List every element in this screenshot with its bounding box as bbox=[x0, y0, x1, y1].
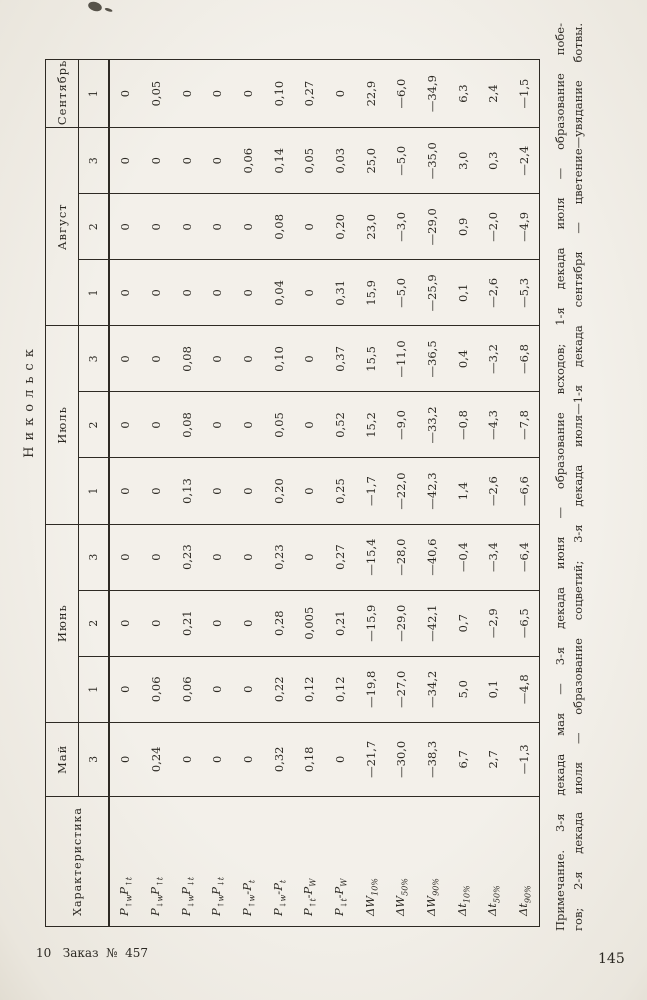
value-cell: 0 bbox=[171, 60, 202, 128]
decade-header: 1 bbox=[79, 656, 110, 722]
value-cell: —7,8 bbox=[509, 392, 540, 458]
row-label: $P_{↑w}P_{↓t}$ bbox=[209, 877, 226, 916]
value-cell: —4,8 bbox=[509, 656, 540, 722]
value-cell: 0,06 bbox=[141, 656, 172, 722]
value-cell: 0 bbox=[202, 128, 233, 194]
value-cell: 0 bbox=[233, 260, 264, 326]
month-header-august: Август bbox=[46, 128, 79, 326]
value-cell: 0,21 bbox=[171, 590, 202, 656]
value-cell: —9,0 bbox=[386, 392, 417, 458]
row-label: $P_{↓w}-P_t$ bbox=[270, 879, 287, 916]
table-row bbox=[294, 60, 325, 927]
value-cell: 0,4 bbox=[447, 326, 478, 392]
value-cell: 0,08 bbox=[263, 194, 294, 260]
value-cell: —36,5 bbox=[417, 326, 448, 392]
value-cell: 0 bbox=[109, 722, 141, 796]
value-cell: —34,9 bbox=[417, 60, 448, 128]
value-cell: 0 bbox=[233, 590, 264, 656]
decade-header: 3 bbox=[79, 128, 110, 194]
decade-header: 1 bbox=[79, 60, 110, 128]
value-cell: 23,0 bbox=[355, 194, 386, 260]
value-cell: 0 bbox=[171, 260, 202, 326]
value-cell: 0 bbox=[233, 524, 264, 590]
value-cell: 0,7 bbox=[447, 590, 478, 656]
decade-header: 3 bbox=[79, 722, 110, 796]
value-cell: 0 bbox=[202, 260, 233, 326]
value-cell: 0,14 bbox=[263, 128, 294, 194]
value-cell: —38,3 bbox=[417, 722, 448, 796]
value-cell: 0 bbox=[141, 590, 172, 656]
value-cell: 0,12 bbox=[294, 656, 325, 722]
decade-header: 1 bbox=[79, 260, 110, 326]
value-cell: 3,0 bbox=[447, 128, 478, 194]
value-cell: 0,52 bbox=[325, 392, 356, 458]
row-label: $\Delta W_{50\%}$ bbox=[393, 878, 410, 916]
month-header-row bbox=[46, 60, 79, 927]
value-cell: —5,0 bbox=[386, 260, 417, 326]
value-cell: —40,6 bbox=[417, 524, 448, 590]
month-header-may: Май bbox=[46, 722, 79, 796]
value-cell: 0 bbox=[233, 60, 264, 128]
value-cell: —15,4 bbox=[355, 524, 386, 590]
value-cell: 0,24 bbox=[141, 722, 172, 796]
value-cell: 0 bbox=[233, 194, 264, 260]
value-cell: 0,05 bbox=[141, 60, 172, 128]
value-cell: 0 bbox=[202, 656, 233, 722]
table-row bbox=[109, 60, 141, 927]
value-cell: 0 bbox=[325, 722, 356, 796]
value-cell: —35,0 bbox=[417, 128, 448, 194]
value-cell: 0 bbox=[109, 128, 141, 194]
value-cell: 2,7 bbox=[478, 722, 509, 796]
value-cell: 0 bbox=[109, 458, 141, 524]
value-cell: —4,9 bbox=[509, 194, 540, 260]
decade-header: 2 bbox=[79, 392, 110, 458]
value-cell: 0,20 bbox=[325, 194, 356, 260]
value-cell: 0,03 bbox=[325, 128, 356, 194]
value-cell: 0,1 bbox=[478, 656, 509, 722]
value-cell: 0,06 bbox=[233, 128, 264, 194]
row-label: $P_{↑w}-P_t$ bbox=[239, 879, 257, 916]
value-cell: 0 bbox=[141, 260, 172, 326]
value-cell: 0,10 bbox=[263, 326, 294, 392]
value-cell: —34,2 bbox=[417, 656, 448, 722]
value-cell: —1,7 bbox=[355, 458, 386, 524]
value-cell: 0 bbox=[202, 60, 233, 128]
value-cell: 0 bbox=[141, 326, 172, 392]
value-cell: —1,3 bbox=[509, 722, 540, 796]
value-cell: 0 bbox=[141, 392, 172, 458]
table-row bbox=[233, 60, 264, 927]
value-cell: 25,0 bbox=[355, 128, 386, 194]
table-row bbox=[263, 60, 294, 927]
table-row bbox=[325, 60, 356, 927]
value-cell: 0,005 bbox=[294, 590, 325, 656]
footnote-line-2: гов; 2-я декада июля — образование соцветий; 3-я декада июля—1-я декада сентября — цветение—увядание ботвы. bbox=[571, 23, 586, 931]
value-cell: —11,0 bbox=[386, 326, 417, 392]
value-cell: —2,6 bbox=[478, 260, 509, 326]
value-cell: —3,4 bbox=[478, 524, 509, 590]
value-cell: 0 bbox=[171, 194, 202, 260]
value-cell: 0,05 bbox=[294, 128, 325, 194]
value-cell: —29,0 bbox=[386, 590, 417, 656]
value-cell: 0 bbox=[141, 524, 172, 590]
value-cell: 15,2 bbox=[355, 392, 386, 458]
value-cell: 0 bbox=[109, 524, 141, 590]
value-cell: —25,9 bbox=[417, 260, 448, 326]
decade-header: 1 bbox=[79, 458, 110, 524]
value-cell: —19,8 bbox=[355, 656, 386, 722]
value-cell: 0,22 bbox=[263, 656, 294, 722]
value-cell: 0,08 bbox=[171, 326, 202, 392]
table-row bbox=[509, 60, 540, 927]
value-cell: 1,4 bbox=[447, 458, 478, 524]
value-cell: 0 bbox=[109, 194, 141, 260]
value-cell: 0,20 bbox=[263, 458, 294, 524]
value-cell: 0 bbox=[233, 392, 264, 458]
data-table bbox=[45, 59, 540, 927]
page-title: Никольск bbox=[22, 343, 37, 458]
value-cell: 22,9 bbox=[355, 60, 386, 128]
value-cell: —27,0 bbox=[386, 656, 417, 722]
value-cell: —42,1 bbox=[417, 590, 448, 656]
value-cell: 0 bbox=[325, 60, 356, 128]
row-label: $P_{↓t}-P_W$ bbox=[331, 878, 349, 916]
value-cell: 0,1 bbox=[447, 260, 478, 326]
value-cell: —5,3 bbox=[509, 260, 540, 326]
rotated-table-block bbox=[20, 8, 635, 943]
value-cell: 0 bbox=[202, 458, 233, 524]
value-cell: 0 bbox=[202, 722, 233, 796]
value-cell: 0,37 bbox=[325, 326, 356, 392]
characteristic-header: Характеристика bbox=[46, 796, 110, 926]
decade-header: 3 bbox=[79, 326, 110, 392]
value-cell: 0,27 bbox=[294, 60, 325, 128]
row-label: $P_{↑w}P_{↑t}$ bbox=[117, 877, 134, 916]
decade-header: 3 bbox=[79, 524, 110, 590]
value-cell: 0 bbox=[109, 392, 141, 458]
table-row bbox=[171, 60, 202, 927]
value-cell: 0 bbox=[109, 590, 141, 656]
value-cell: 0 bbox=[294, 392, 325, 458]
month-header-september: Сентябрь bbox=[46, 60, 79, 128]
value-cell: —0,8 bbox=[447, 392, 478, 458]
value-cell: —3,0 bbox=[386, 194, 417, 260]
value-cell: —6,8 bbox=[509, 326, 540, 392]
value-cell: 0,23 bbox=[171, 524, 202, 590]
value-cell: 0,08 bbox=[171, 392, 202, 458]
row-label: $\Delta W_{90\%}$ bbox=[423, 878, 441, 916]
value-cell: 0 bbox=[233, 326, 264, 392]
value-cell: 0,06 bbox=[171, 656, 202, 722]
value-cell: 0,04 bbox=[263, 260, 294, 326]
value-cell: 0 bbox=[294, 194, 325, 260]
value-cell: 0 bbox=[109, 326, 141, 392]
value-cell: —30,0 bbox=[386, 722, 417, 796]
value-cell: —2,4 bbox=[509, 128, 540, 194]
row-label: $\Delta t_{50\%}$ bbox=[485, 885, 502, 916]
footnote-line-1: Примечание. 3-я декада мая — 3-я декада июня — образование всходов; 1-я декада июля — образование побе- bbox=[553, 23, 568, 931]
row-label: $P_{↑t}-P_W$ bbox=[301, 878, 318, 916]
row-label: $\Delta t_{90\%}$ bbox=[515, 885, 533, 916]
value-cell: 0,21 bbox=[325, 590, 356, 656]
value-cell: 0 bbox=[233, 656, 264, 722]
footnote bbox=[552, 23, 588, 931]
value-cell: 0,3 bbox=[478, 128, 509, 194]
value-cell: 0 bbox=[171, 128, 202, 194]
value-cell: 0 bbox=[202, 524, 233, 590]
value-cell: —2,9 bbox=[478, 590, 509, 656]
value-cell: —2,6 bbox=[478, 458, 509, 524]
value-cell: 0 bbox=[109, 656, 141, 722]
value-cell: 5,0 bbox=[447, 656, 478, 722]
printer-mark: 10 Заказ № 457 bbox=[36, 946, 149, 960]
value-cell: —1,5 bbox=[509, 60, 540, 128]
value-cell: —33,2 bbox=[417, 392, 448, 458]
decade-header: 2 bbox=[79, 590, 110, 656]
month-header-july: Июль bbox=[46, 326, 79, 524]
value-cell: 0,23 bbox=[263, 524, 294, 590]
value-cell: —28,0 bbox=[386, 524, 417, 590]
value-cell: —21,7 bbox=[355, 722, 386, 796]
value-cell: —15,9 bbox=[355, 590, 386, 656]
value-cell: 0 bbox=[202, 590, 233, 656]
value-cell: —29,0 bbox=[417, 194, 448, 260]
value-cell: 0 bbox=[109, 60, 141, 128]
value-cell: 0 bbox=[141, 128, 172, 194]
table-row bbox=[386, 60, 417, 927]
value-cell: 0 bbox=[171, 722, 202, 796]
value-cell: —4,3 bbox=[478, 392, 509, 458]
value-cell: —42,3 bbox=[417, 458, 448, 524]
row-label: $\Delta t_{10\%}$ bbox=[454, 885, 471, 916]
value-cell: 0,25 bbox=[325, 458, 356, 524]
value-cell: 0 bbox=[141, 194, 172, 260]
decade-header: 2 bbox=[79, 194, 110, 260]
table-row bbox=[202, 60, 233, 927]
row-label: $P_{↓w}P_{↓t}$ bbox=[178, 877, 195, 916]
value-cell: 0 bbox=[233, 458, 264, 524]
value-cell: 0,27 bbox=[325, 524, 356, 590]
value-cell: —0,4 bbox=[447, 524, 478, 590]
row-label: $P_{↓w}P_{↑t}$ bbox=[147, 877, 165, 916]
value-cell: 0,13 bbox=[171, 458, 202, 524]
table-row bbox=[141, 60, 172, 927]
value-cell: —6,5 bbox=[509, 590, 540, 656]
value-cell: 0 bbox=[202, 392, 233, 458]
value-cell: —6,4 bbox=[509, 524, 540, 590]
value-cell: 15,9 bbox=[355, 260, 386, 326]
value-cell: 6,3 bbox=[447, 60, 478, 128]
value-cell: 0,28 bbox=[263, 590, 294, 656]
value-cell: 0 bbox=[233, 722, 264, 796]
table-row bbox=[478, 60, 509, 927]
value-cell: 0 bbox=[109, 260, 141, 326]
value-cell: —6,6 bbox=[509, 458, 540, 524]
value-cell: —2,0 bbox=[478, 194, 509, 260]
value-cell: 6,7 bbox=[447, 722, 478, 796]
value-cell: 0,32 bbox=[263, 722, 294, 796]
value-cell: 0,05 bbox=[263, 392, 294, 458]
value-cell: 0 bbox=[202, 194, 233, 260]
value-cell: 0 bbox=[202, 326, 233, 392]
table-body bbox=[109, 60, 540, 927]
table-row bbox=[417, 60, 448, 927]
table-row bbox=[447, 60, 478, 927]
value-cell: 0 bbox=[294, 458, 325, 524]
value-cell: 0 bbox=[141, 458, 172, 524]
value-cell: 0,18 bbox=[294, 722, 325, 796]
table-row bbox=[355, 60, 386, 927]
value-cell: 0,9 bbox=[447, 194, 478, 260]
value-cell: —3,2 bbox=[478, 326, 509, 392]
value-cell: —22,0 bbox=[386, 458, 417, 524]
value-cell: 0,10 bbox=[263, 60, 294, 128]
value-cell: 0,31 bbox=[325, 260, 356, 326]
value-cell: 0,12 bbox=[325, 656, 356, 722]
month-header-june: Июнь bbox=[46, 524, 79, 722]
value-cell: —5,0 bbox=[386, 128, 417, 194]
value-cell: 0 bbox=[294, 260, 325, 326]
value-cell: 2,4 bbox=[478, 60, 509, 128]
row-label: $\Delta W_{10\%}$ bbox=[362, 878, 379, 916]
value-cell: —6,0 bbox=[386, 60, 417, 128]
value-cell: 0 bbox=[294, 326, 325, 392]
page-number: 145 bbox=[598, 951, 625, 967]
value-cell: 0 bbox=[294, 524, 325, 590]
value-cell: 15,5 bbox=[355, 326, 386, 392]
